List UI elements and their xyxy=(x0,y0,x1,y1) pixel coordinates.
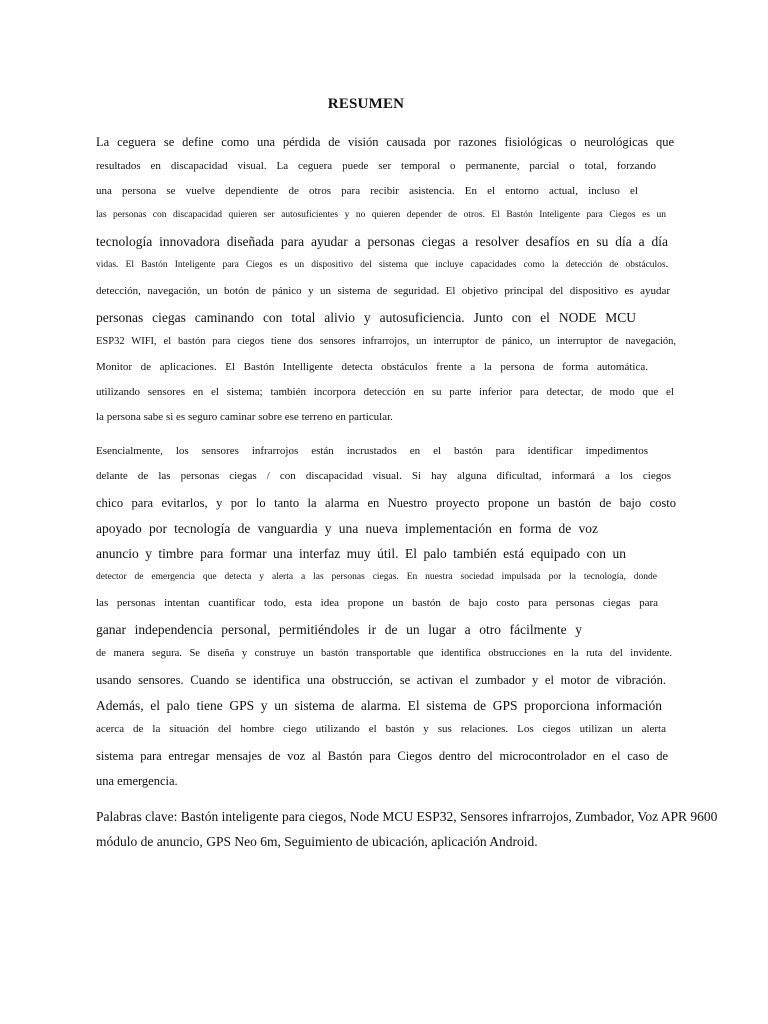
paragraph-line: las personas con discapacidad quieren ser autosuficientes y no quieren depender de otros. El Bastón Inteligente para Ciegos es un xyxy=(96,210,666,220)
paragraph-line: las personas intentan cuantificar todo, esta idea propone un bastón de bajo costo para personas ciegas para xyxy=(96,597,658,609)
paragraph-line: vidas. El Bastón Inteligente para Ciegos es un dispositivo del sistema que incluye capacidades como la detección de obstáculos. xyxy=(96,260,668,270)
paragraph-line: tecnología innovadora diseñada para ayudar a personas ciegas a resolver desafíos en su día a día xyxy=(96,234,668,249)
paragraph-line: utilizando sensores en el sistema; también incorpora detección en su parte inferior para detectar, de modo que el xyxy=(96,386,674,398)
paragraph-line: ganar independencia personal, permitiéndoles ir de un lugar a otro fácilmente y xyxy=(96,622,582,637)
paragraph-line: Además, el palo tiene GPS y un sistema de alarma. El sistema de GPS proporciona información xyxy=(96,698,662,713)
paragraph-line: personas ciegas caminando con total alivio y autosuficiencia. Junto con el NODE MCU xyxy=(96,310,636,325)
paragraph-line: resultados en discapacidad visual. La ceguera puede ser temporal o permanente, parcial o total, forzando xyxy=(96,160,656,172)
paragraph-line: de manera segura. Se diseña y construye un bastón transportable que identifica obstrucciones en la ruta del invidente. xyxy=(96,648,672,659)
paragraph-line: la persona sabe si es seguro caminar sobre ese terreno en particular. xyxy=(96,411,393,423)
paragraph-line: anuncio y timbre para formar una interfaz muy útil. El palo también está equipado con un xyxy=(96,546,626,561)
paragraph-line: Esencialmente, los sensores infrarrojos están incrustados en el bastón para identificar impedimentos xyxy=(96,445,648,457)
paragraph-line: La ceguera se define como una pérdida de visión causada por razones fisiológicas o neurológicas que xyxy=(96,135,674,149)
paragraph-line: sistema para entregar mensajes de voz al Bastón para Ciegos dentro del microcontrolador en el caso de xyxy=(96,749,668,763)
paragraph-line: ESP32 WIFI, el bastón para ciegos tiene dos sensores infrarrojos, un interruptor de pánico, un interruptor de navegación, xyxy=(96,336,676,347)
paragraph-line: Monitor de aplicaciones. El Bastón Intelligente detecta obstáculos frente a la persona de forma automática. xyxy=(96,361,648,373)
paragraph-line: una emergencia. xyxy=(96,774,178,788)
keywords-line: Palabras clave: Bastón inteligente para ciegos, Node MCU ESP32, Sensores infrarrojos, Zumbador, Voz APR 9600 xyxy=(96,809,718,824)
paragraph-line: delante de las personas ciegas / con discapacidad visual. Si hay alguna dificultad, informará a los ciegos xyxy=(96,470,671,482)
paragraph-line: usando sensores. Cuando se identifica una obstrucción, se activan el zumbador y el motor de vibración. xyxy=(96,673,666,687)
keywords-line: módulo de anuncio, GPS Neo 6m, Seguimiento de ubicación, aplicación Android. xyxy=(96,834,538,849)
paragraph-line: detector de emergencia que detecta y alerta a las personas ciegas. En nuestra sociedad impulsada por la tecnología, donde xyxy=(96,572,657,582)
paragraph-line: chico para evitarlos, y por lo tanto la alarma en Nuestro proyecto propone un bastón de bajo costo xyxy=(96,496,676,510)
paragraph-line: apoyado por tecnología de vanguardia y una nueva implementación en forma de voz xyxy=(96,521,598,536)
paragraph-line: acerca de la situación del hombre ciego utilizando el bastón y sus relaciones. Los ciegos utilizan un alerta xyxy=(96,723,666,735)
paragraph-line: detección, navegación, un botón de pánico y un sistema de seguridad. El objetivo principal del dispositivo es ayudar xyxy=(96,285,670,297)
document-title: RESUMEN xyxy=(327,96,405,112)
paragraph-line: una persona se vuelve dependiente de otros para recibir asistencia. En el entorno actual, incluso el xyxy=(96,185,638,197)
